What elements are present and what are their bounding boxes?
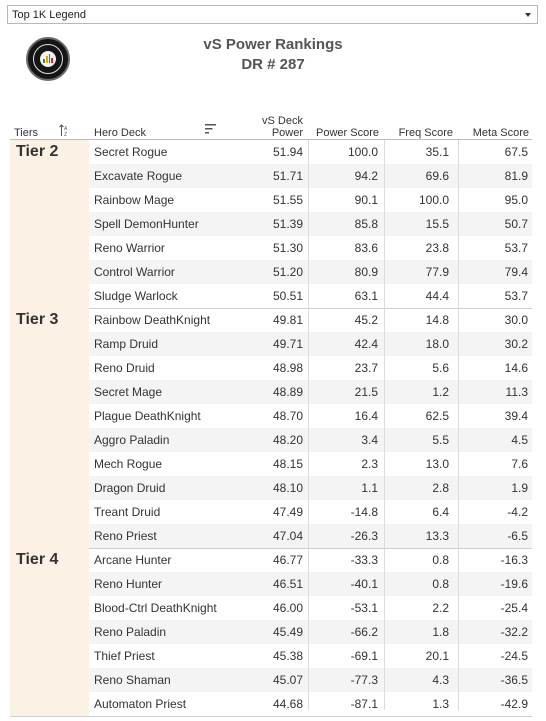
filter-dropdown-value: Top 1K Legend [12, 9, 87, 21]
vs-deck-power-cell: 45.49 [272, 625, 303, 639]
table-row[interactable] [89, 644, 532, 668]
hero-deck-cell: Plague DeathKnight [94, 409, 201, 423]
freq-score-cell: 0.8 [432, 553, 449, 567]
meta-score-cell: 81.9 [504, 169, 528, 183]
table-row[interactable] [89, 476, 532, 500]
hero-deck-cell: Aggro Paladin [94, 433, 170, 447]
power-score-cell: 63.1 [354, 289, 378, 303]
hero-deck-cell: Reno Warrior [94, 241, 165, 255]
power-score-cell: -40.1 [350, 577, 378, 591]
table-row[interactable] [89, 596, 532, 620]
power-score-cell: 23.7 [354, 361, 378, 375]
hero-deck-cell: Thief Priest [94, 649, 155, 663]
tier-band [10, 308, 89, 548]
freq-score-cell: 1.3 [432, 697, 449, 711]
table-row[interactable] [89, 260, 532, 284]
table-row[interactable] [89, 452, 532, 476]
hero-deck-cell: Mech Rogue [94, 457, 163, 471]
meta-score-cell: -16.3 [500, 553, 528, 567]
table-row[interactable] [89, 692, 532, 716]
freq-score-cell: 1.2 [432, 385, 449, 399]
col-header-vs-deck-power-line2: Power [271, 127, 303, 139]
vs-deck-power-cell: 51.30 [272, 241, 303, 255]
vs-deck-power-cell: 48.89 [272, 385, 303, 399]
freq-score-cell: 14.8 [425, 313, 449, 327]
col-divider-2 [384, 140, 385, 710]
hero-deck-cell: Rainbow Mage [94, 193, 175, 207]
freq-score-cell: 2.2 [432, 601, 449, 615]
col-header-vs-deck-power[interactable] [246, 115, 303, 139]
vs-deck-power-cell: 48.20 [272, 433, 303, 447]
meta-score-cell: 95.0 [504, 193, 528, 207]
table-row[interactable] [89, 548, 532, 572]
col-divider-3 [458, 140, 459, 710]
col-header-tiers[interactable]: Tiers [14, 127, 39, 139]
hero-deck-cell: Excavate Rogue [94, 169, 183, 183]
tier-divider [10, 716, 532, 717]
freq-score-cell: 35.1 [425, 145, 449, 159]
table-row[interactable] [89, 140, 532, 164]
sort-ascending-icon[interactable] [59, 124, 68, 137]
vs-deck-power-cell: 48.15 [272, 457, 303, 471]
power-score-cell: 45.2 [354, 313, 378, 327]
vs-deck-power-cell: 51.20 [272, 265, 303, 279]
meta-score-cell: -24.5 [500, 649, 528, 663]
vs-deck-power-cell: 45.07 [272, 673, 303, 687]
tier-label: Tier 2 [16, 143, 59, 160]
vs-deck-power-cell: 48.10 [272, 481, 303, 495]
freq-score-cell: 100.0 [418, 193, 449, 207]
vs-deck-power-cell: 46.77 [272, 553, 303, 567]
power-score-cell: 85.8 [354, 217, 378, 231]
power-score-cell: 21.5 [354, 385, 378, 399]
tier-label: Tier 3 [16, 311, 59, 328]
freq-score-cell: 69.6 [425, 169, 449, 183]
freq-score-cell: 44.4 [425, 289, 449, 303]
table-row[interactable] [89, 500, 532, 524]
freq-score-cell: 18.0 [425, 337, 449, 351]
table-row[interactable] [89, 164, 532, 188]
table-row[interactable] [89, 404, 532, 428]
vs-deck-power-cell: 50.51 [272, 289, 303, 303]
vs-deck-power-cell: 51.94 [272, 145, 303, 159]
freq-score-cell: 13.3 [425, 529, 449, 543]
table-row[interactable] [89, 284, 532, 308]
meta-score-cell: -6.5 [507, 529, 528, 543]
tier-label: Tier 4 [16, 551, 59, 568]
power-score-cell: 16.4 [354, 409, 378, 423]
vs-deck-power-cell: 48.70 [272, 409, 303, 423]
freq-score-cell: 5.5 [432, 433, 449, 447]
vs-deck-power-cell: 44.68 [272, 697, 303, 711]
meta-score-cell: 1.9 [511, 481, 528, 495]
vs-deck-power-cell: 49.71 [272, 337, 303, 351]
col-header-hero-deck[interactable]: Hero Deck [94, 127, 146, 139]
meta-score-cell: 67.5 [504, 145, 528, 159]
page-subtitle: DR # 287 [241, 56, 305, 73]
freq-score-cell: 20.1 [425, 649, 449, 663]
power-score-cell: -87.1 [350, 697, 378, 711]
hero-deck-cell: Automaton Priest [94, 697, 187, 711]
col-header-power-score[interactable]: Power Score [316, 127, 379, 139]
freq-score-cell: 23.8 [425, 241, 449, 255]
vs-deck-power-cell: 49.81 [272, 313, 303, 327]
table-row[interactable] [89, 212, 532, 236]
meta-score-cell: -42.9 [500, 697, 528, 711]
vs-deck-power-cell: 46.00 [272, 601, 303, 615]
freq-score-cell: 1.8 [432, 625, 449, 639]
hero-deck-cell: Secret Rogue [94, 145, 168, 159]
vs-deck-power-cell: 48.98 [272, 361, 303, 375]
power-score-cell: 100.0 [347, 145, 378, 159]
hero-deck-cell: Ramp Druid [94, 337, 159, 351]
vs-deck-power-cell: 46.51 [272, 577, 303, 591]
table-row[interactable] [89, 308, 532, 332]
freq-score-cell: 15.5 [425, 217, 449, 231]
table-row[interactable] [89, 668, 532, 692]
table-row[interactable] [89, 356, 532, 380]
meta-score-cell: 53.7 [504, 289, 528, 303]
table-row[interactable] [89, 188, 532, 212]
meta-score-cell: -19.6 [500, 577, 528, 591]
power-score-cell: 94.2 [354, 169, 378, 183]
hero-deck-cell: Dragon Druid [94, 481, 166, 495]
hero-deck-cell: Reno Priest [94, 529, 157, 543]
freq-score-cell: 62.5 [425, 409, 449, 423]
meta-score-cell: 11.3 [505, 385, 528, 399]
table-row[interactable] [89, 524, 532, 548]
svg-text:A: A [64, 126, 68, 132]
freq-score-cell: 5.6 [432, 361, 449, 375]
hero-deck-cell: Reno Hunter [94, 577, 163, 591]
power-score-cell: -66.2 [350, 625, 378, 639]
table-row[interactable] [89, 572, 532, 596]
power-score-cell: 90.1 [354, 193, 378, 207]
col-divider-1 [308, 140, 309, 710]
meta-score-cell: -32.2 [500, 625, 528, 639]
hero-deck-cell: Secret Mage [94, 385, 163, 399]
meta-score-cell: 79.4 [504, 265, 528, 279]
freq-score-cell: 13.0 [425, 457, 449, 471]
power-score-cell: -69.1 [350, 649, 378, 663]
hero-deck-cell: Reno Shaman [94, 673, 171, 687]
power-score-cell: 83.6 [354, 241, 378, 255]
freq-score-cell: 6.4 [432, 505, 449, 519]
power-score-cell: 1.1 [361, 481, 378, 495]
meta-score-cell: 53.7 [504, 241, 528, 255]
filter-dropdown[interactable] [7, 5, 538, 24]
power-score-cell: -14.8 [350, 505, 378, 519]
freq-score-cell: 0.8 [432, 577, 449, 591]
vs-deck-power-cell: 45.38 [272, 649, 303, 663]
page-title: vS Power Rankings [203, 36, 343, 53]
meta-score-cell: 14.6 [504, 361, 528, 375]
tier-band [10, 548, 89, 716]
meta-score-cell: 39.4 [504, 409, 528, 423]
power-score-cell: 80.9 [354, 265, 378, 279]
vs-deck-power-cell: 51.55 [272, 193, 303, 207]
hero-deck-cell: Spell DemonHunter [94, 217, 199, 231]
tier-band [10, 140, 89, 308]
table-row[interactable] [89, 236, 532, 260]
power-score-cell: -77.3 [350, 673, 378, 687]
meta-score-cell: -4.2 [507, 505, 528, 519]
table-row[interactable] [89, 380, 532, 404]
vs-deck-power-cell: 51.71 [272, 169, 303, 183]
table-row[interactable] [89, 428, 532, 452]
power-score-cell: 2.3 [361, 457, 378, 471]
power-score-cell: -26.3 [350, 529, 378, 543]
chevron-down-icon [525, 13, 531, 17]
hero-deck-cell: Reno Paladin [94, 625, 167, 639]
meta-score-cell: 4.5 [511, 433, 528, 447]
meta-score-cell: -36.5 [500, 673, 528, 687]
power-score-cell: -53.1 [350, 601, 378, 615]
col-header-vs-deck-power-line1: vS Deck [262, 115, 303, 127]
power-score-cell: 42.4 [354, 337, 378, 351]
meta-score-cell: 30.0 [504, 313, 528, 327]
col-header-meta-score[interactable]: Meta Score [472, 127, 529, 139]
vs-deck-power-cell: 47.04 [272, 529, 303, 543]
table-row[interactable] [89, 332, 532, 356]
hero-deck-cell: Treant Druid [94, 505, 161, 519]
svg-text:Z: Z [64, 132, 68, 137]
hero-deck-cell: Sludge Warlock [94, 289, 178, 303]
meta-score-cell: 7.6 [511, 457, 528, 471]
hero-deck-cell: Blood-Ctrl DeathKnight [94, 601, 217, 615]
hero-deck-cell: Reno Druid [94, 361, 155, 375]
sort-lines-icon[interactable] [205, 124, 217, 134]
col-header-freq-score[interactable]: Freq Score [398, 127, 453, 139]
meta-score-cell: -25.4 [500, 601, 528, 615]
freq-score-cell: 2.8 [432, 481, 449, 495]
hero-deck-cell: Control Warrior [94, 265, 175, 279]
vs-deck-power-cell: 47.49 [272, 505, 303, 519]
vs-deck-power-cell: 51.39 [272, 217, 303, 231]
hero-deck-cell: Rainbow DeathKnight [94, 313, 211, 327]
power-score-cell: -33.3 [350, 553, 378, 567]
freq-score-cell: 77.9 [425, 265, 449, 279]
hero-deck-cell: Arcane Hunter [94, 553, 172, 567]
meta-score-cell: 30.2 [504, 337, 528, 351]
meta-score-cell: 50.7 [504, 217, 528, 231]
table-row[interactable] [89, 620, 532, 644]
freq-score-cell: 4.3 [432, 673, 449, 687]
power-score-cell: 3.4 [361, 433, 378, 447]
